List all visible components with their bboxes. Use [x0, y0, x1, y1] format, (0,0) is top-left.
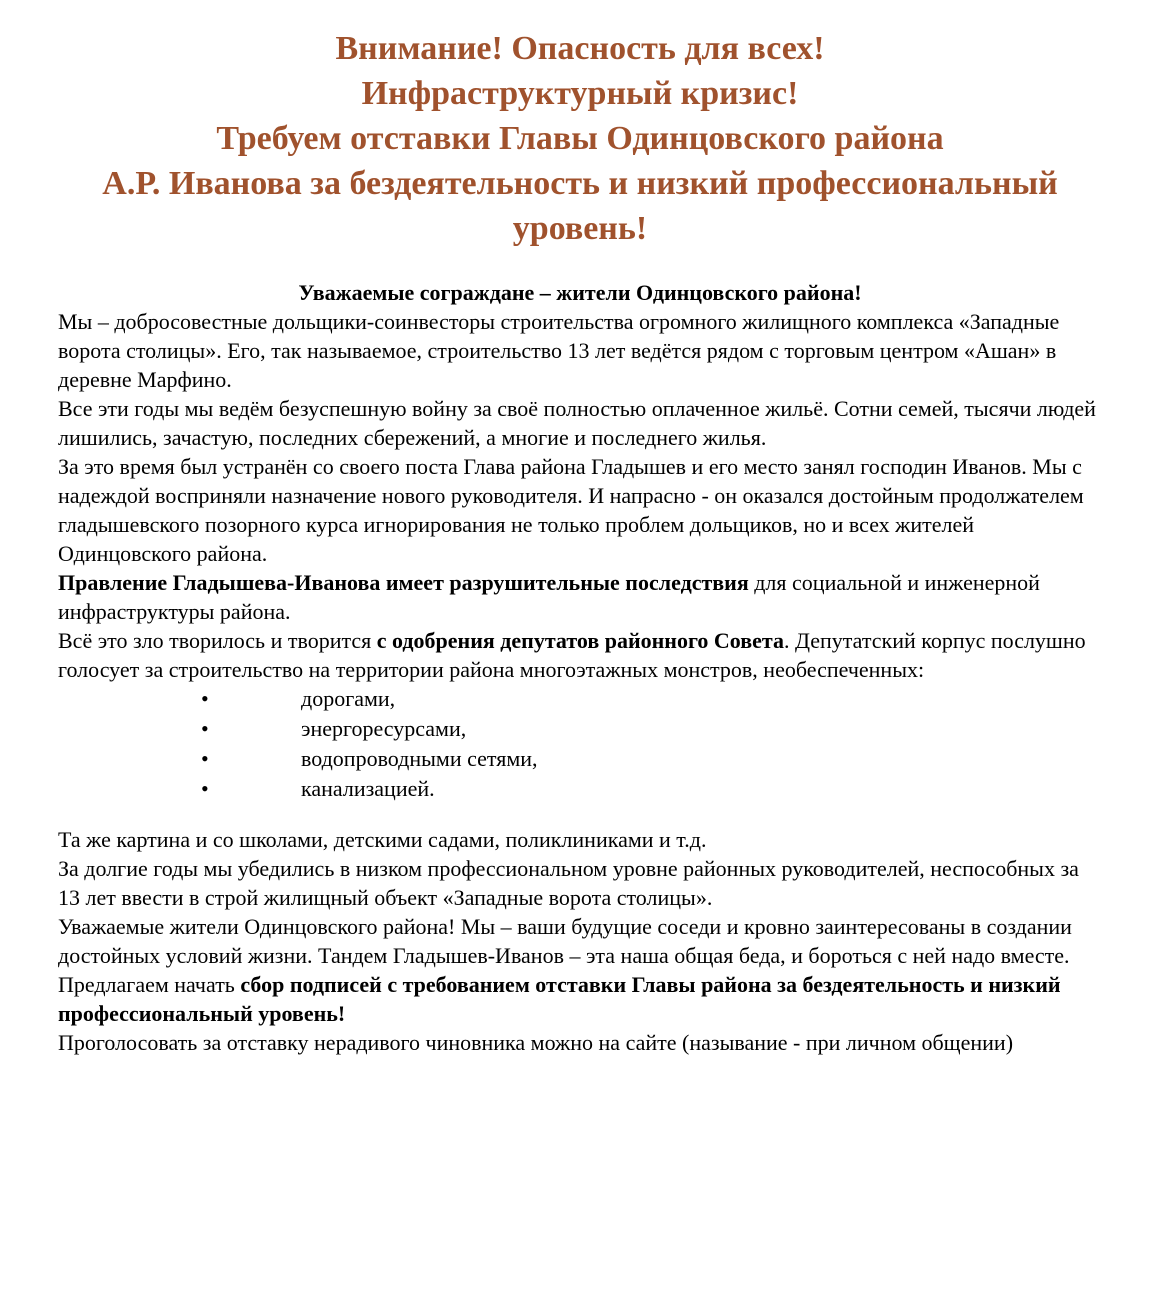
text-run: Та же картина и со школами, детскими садами, поликлиниками и т.д.	[58, 827, 707, 852]
title-line: А.Р. Иванова за бездеятельность и низкий профессиональный уровень!	[102, 165, 1058, 247]
bold-text-run: Уважаемые сограждане – жители Одинцовского района!	[298, 280, 862, 305]
list-item-text: энергоресурсами,	[301, 716, 467, 741]
list-item	[201, 744, 1102, 774]
bullet-icon: •	[201, 746, 209, 771]
paragraph-consequences	[58, 568, 1102, 626]
text-run: Предлагаем начать	[58, 972, 241, 997]
paragraph-petition	[58, 970, 1102, 1028]
bullet-icon: •	[201, 686, 209, 711]
list-item	[201, 714, 1102, 744]
list-item-text: дорогами,	[301, 686, 396, 711]
paragraph-war-for-housing	[58, 394, 1102, 452]
salutation	[58, 278, 1102, 307]
list-item-text: канализацией.	[301, 776, 435, 801]
text-run: Все эти годы мы ведём безуспешную войну за своё полностью оплаченное жильё. Сотни семей, тысячи людей лишились, зачастую, последних сбережений, а многие и последнего жилья.	[58, 396, 1096, 450]
list-item	[201, 774, 1102, 804]
infrastructure-list	[58, 684, 1102, 804]
text-run: За долгие годы мы убедились в низком профессиональном уровне районных руководителей, неспособных за 13 лет ввести в строй жилищный объект «Западные ворота столицы».	[58, 856, 1079, 910]
text-run: Мы – добросовестные дольщики-соинвесторы строительства огромного жилищного комплекса «Западные ворота столицы». Его, так называемое, строительство 13 лет ведётся рядом с торговым центром «Ашан» в деревне Марфино.	[58, 309, 1060, 392]
title-line: Требуем отставки Главы Одинцовского района	[216, 120, 944, 157]
text-run: Проголосовать за отставку нерадивого чиновника можно на сайте (называние - при личном общении)	[58, 1030, 1014, 1055]
paragraph-low-level	[58, 854, 1102, 912]
paragraph-neighbors-appeal	[58, 912, 1102, 970]
paragraph-council-approval	[58, 626, 1102, 684]
text-run: . Депутатский корпус послушно голосует за строительство на территории района многоэтажных монстров, необеспеченных:	[58, 628, 1086, 682]
bullet-icon: •	[201, 716, 209, 741]
paragraph-intro	[58, 307, 1102, 394]
title-line: Инфраструктурный кризис!	[361, 75, 799, 112]
paragraph-gladyshev-ivanov	[58, 452, 1102, 568]
title-line: Внимание! Опасность для всех!	[335, 30, 825, 67]
text-run: За это время был устранён со своего поста Глава района Гладышев и его место занял господин Иванов. Мы с надеждой восприняли назначение нового руководителя. И напрасно - он оказался достойным продолжателем гладышевского позорного курса игнорирования не только проблем дольщиков, но и всех жителей Одинцовского района.	[58, 454, 1084, 566]
list-item	[201, 684, 1102, 714]
bold-text-run: Правление Гладышева-Иванова имеет разрушительные последствия	[58, 570, 749, 595]
text-run: для социальной и инженерной инфраструктуры района.	[58, 570, 1040, 624]
bold-text-run: сбор подписей с требованием отставки Главы района за бездеятельность и низкий профессиональный уровень!	[58, 972, 1061, 1026]
bullet-icon: •	[201, 776, 209, 801]
text-run: Всё это зло творилось и творится	[58, 628, 377, 653]
bold-text-run: с одобрения депутатов районного Совета	[376, 628, 784, 653]
document-heading	[58, 26, 1102, 251]
paragraph-schools	[58, 825, 1102, 854]
text-run: Уважаемые жители Одинцовского района! Мы – ваши будущие соседи и кровно заинтересованы в создании достойных условий жизни. Тандем Гладышев-Иванов – эта наша общая беда, и бороться с ней надо вместе.	[58, 914, 1072, 968]
paragraph-vote-site	[58, 1028, 1102, 1057]
list-item-text: водопроводными сетями,	[301, 746, 538, 771]
document-body	[58, 278, 1102, 1057]
blank-line	[58, 804, 1102, 825]
